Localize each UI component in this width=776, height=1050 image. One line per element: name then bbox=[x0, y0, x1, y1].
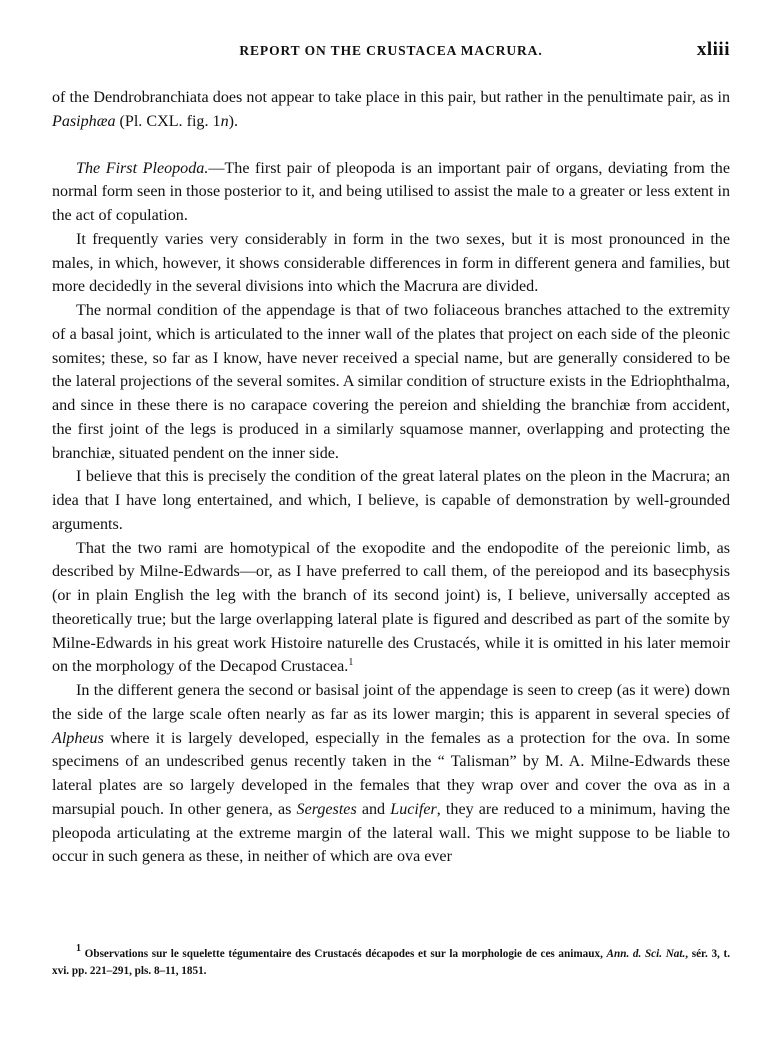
journal-title: Ann. d. Sci. Nat. bbox=[606, 948, 686, 960]
paragraph: I believe that this is precisely the condition of the great lateral plates on the pleon in the Macrura; an idea that I have long entertained, and which, I believe, is capable of demonstration by well-grounded arguments. bbox=[52, 468, 730, 533]
section-heading: The First Pleopoda. bbox=[76, 159, 209, 177]
paragraph: That the two rami are homotypical of the exopodite and the endopodite of the pereionic limb, as described by Milne-Edwards—or, as I have preferred to call them, of the pereiopod and its basecphysis (or in plain English the leg with the branch of its second joint) is, I believe, universally accepted as theoretically true; but the large overlapping lateral plate is figured and described as part of the somite by Milne-Edwards in his great work Histoire naturelle des Crustacés, while it is omitted in his later memoir on the morphology of the Decapod Crustacea.$^1$ bbox=[52, 539, 730, 676]
running-title: REPORT ON THE CRUSTACEA MACRURA. bbox=[239, 43, 543, 58]
body-text bbox=[52, 86, 730, 869]
footnote-marker: 1 bbox=[76, 943, 81, 954]
footnote: $^1$ Observations sur le squelette tégumentaire des Crustacés décapodes et sur la morphologie de ces animaux, Ann. d. Sci. Nat., sér. 3, t. xvi. pp. 221–291, pls. 8–11, 1851. bbox=[52, 943, 731, 977]
paragraph: The normal condition of the appendage is that of two foliaceous branches attached to the extremity of a basal joint, which is articulated to the inner wall of the plates that project on each side of the pleonic somites; these, so far as I know, have never received a special name, but are generally considered to be the lateral projections of the several somites. A similar condition of structure exists in the Edriophthalma, and since in these there is no carapace covering the pereion and shielding the branchiæ from accident, the first joint of the legs is produced in a similarly squamose manner, overlapping and protecting the branchiæ, situated pendent on the inner side. bbox=[52, 302, 730, 462]
paragraph: It frequently varies very considerably in form in the two sexes, but it is most pronounced in the males, in which, however, it shows considerable differences in form in different genera and families, but more decidedly in the several divisions into which the Macrura are divided. bbox=[52, 230, 730, 296]
page-header bbox=[52, 38, 730, 62]
footnote-reference: 1 bbox=[348, 657, 354, 669]
paragraph: In the different genera the second or basisal joint of the appendage is seen to creep (as it were) down the side of the large scale often nearly as far as its lower margin; this is apparent in several species of Alpheus where it is largely developed, especially in the females as a protection for the ova. In some specimens of an undescribed genus recently taken in the “ Talisman” by M. A. Milne-Edwards these lateral plates are so largely developed in the females that they wrap over and cover the ova as in a marsupial pouch. In other genera, as Sergestes and Lucifer, they are reduced to a minimum, having the pleopoda articulating at the extreme margin of the lateral wall. This we might suppose to be liable to occur in such genera as these, in neither of which are ova ever bbox=[52, 682, 730, 866]
page-number: xliii bbox=[696, 39, 730, 60]
taxon-name: Alpheus bbox=[52, 729, 104, 747]
section-first-pleopoda: The First Pleopoda.—The first pair of pleopoda is an important pair of organs, deviating from the normal form seen in those posterior to it, and being utilised to assist the male to a greater or less extent in the act of copulation. bbox=[52, 159, 730, 224]
taxon-name: Lucifer bbox=[390, 800, 437, 818]
taxon-name: Sergestes bbox=[296, 800, 357, 818]
paragraph-continuation: of the Dendrobranchiata does not appear to take place in this pair, but rather in the penultimate pair, as in Pasiphæa (Pl. CXL. fig. 1n). bbox=[52, 89, 730, 130]
taxon-name: Pasiphæa bbox=[52, 112, 116, 130]
